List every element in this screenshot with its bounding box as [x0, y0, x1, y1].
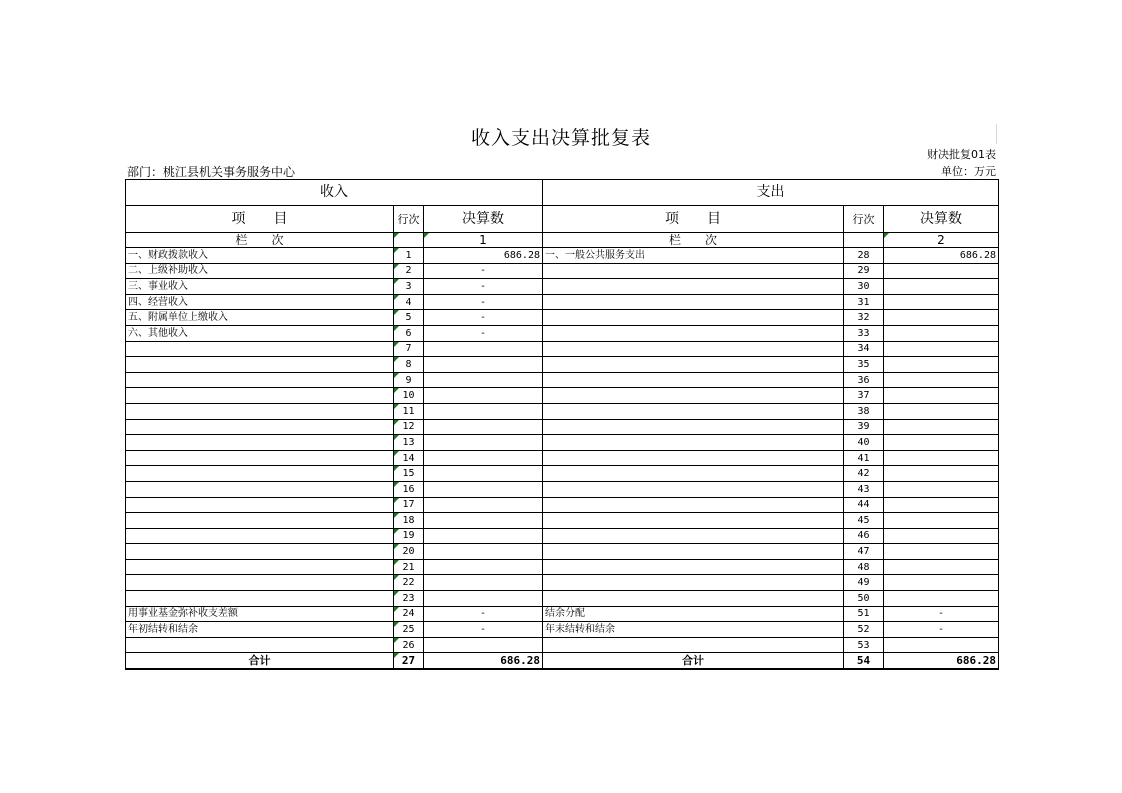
- expense-item-cell: [543, 591, 844, 607]
- income-section-header: 收入: [126, 180, 543, 206]
- table-row: [126, 419, 999, 435]
- expense-item-cell: 结余分配: [543, 606, 844, 622]
- expense-item-cell: [543, 528, 844, 544]
- expense-item-cell: [543, 419, 844, 435]
- income-item-cell: [126, 435, 394, 451]
- income-item-cell: [126, 637, 394, 653]
- income-total-row-number: 27: [394, 653, 424, 669]
- income-amount-cell: -: [424, 263, 543, 279]
- expense-column-number: 2: [884, 233, 999, 248]
- expense-total-label: 合计: [543, 653, 844, 669]
- expense-item-cell: [543, 559, 844, 575]
- cell-divider-mark: [996, 124, 997, 144]
- income-item-cell: 二、上级补助收入: [126, 263, 394, 279]
- expense-row-number: 51: [844, 606, 884, 622]
- income-item-cell: [126, 528, 394, 544]
- expense-row-number: 31: [844, 294, 884, 310]
- expense-item-cell: [543, 388, 844, 404]
- income-total-amount: 686.28: [424, 653, 543, 669]
- table-row: [126, 279, 999, 295]
- income-row-number: 6: [394, 325, 424, 341]
- income-row-number: 17: [394, 497, 424, 513]
- table-row: [126, 263, 999, 279]
- table-row: [126, 325, 999, 341]
- expense-row-number: 38: [844, 403, 884, 419]
- expense-item-cell: [543, 481, 844, 497]
- expense-section-header: 支出: [543, 180, 999, 206]
- expense-item-cell: [543, 294, 844, 310]
- expense-column-blank: [844, 233, 884, 248]
- table-row: [126, 248, 999, 264]
- income-column-number: 1: [424, 233, 543, 248]
- income-row-number: 2: [394, 263, 424, 279]
- expense-row-number: 39: [844, 419, 884, 435]
- expense-item-cell: [543, 513, 844, 529]
- income-amount-cell: [424, 403, 543, 419]
- expense-row-number: 44: [844, 497, 884, 513]
- table-row: [126, 637, 999, 653]
- income-item-cell: [126, 591, 394, 607]
- income-row-number: 19: [394, 528, 424, 544]
- income-item-cell: [126, 341, 394, 357]
- income-row-number: 11: [394, 403, 424, 419]
- income-row-number: 25: [394, 622, 424, 638]
- table-row: [126, 388, 999, 404]
- expense-item-cell: 年末结转和结余: [543, 622, 844, 638]
- income-amount-cell: [424, 575, 543, 591]
- income-amount-cell: [424, 481, 543, 497]
- table-row: [126, 310, 999, 326]
- income-item-cell: [126, 481, 394, 497]
- income-amount-cell: [424, 513, 543, 529]
- unit-label: 单位：万元: [941, 165, 996, 178]
- expense-row-number: 45: [844, 513, 884, 529]
- income-amount-cell: [424, 591, 543, 607]
- expense-row-number: 49: [844, 575, 884, 591]
- income-row-number: 7: [394, 341, 424, 357]
- income-row-number: 8: [394, 357, 424, 373]
- income-amount-cell: [424, 559, 543, 575]
- income-amount-cell: [424, 544, 543, 560]
- expense-amount-cell: [884, 419, 999, 435]
- expense-amount-cell: [884, 466, 999, 482]
- expense-item-cell: [543, 435, 844, 451]
- expense-total-row-number: 54: [844, 653, 884, 669]
- income-row-number: 10: [394, 388, 424, 404]
- expense-item-cell: [543, 450, 844, 466]
- income-amount-cell: -: [424, 310, 543, 326]
- expense-item-header: 项 目: [543, 206, 844, 233]
- income-amount-cell: -: [424, 294, 543, 310]
- income-item-cell: [126, 544, 394, 560]
- table-row: [126, 622, 999, 638]
- expense-row-number: 30: [844, 279, 884, 295]
- income-amount-cell: [424, 497, 543, 513]
- expense-row-number: 46: [844, 528, 884, 544]
- expense-item-cell: [543, 263, 844, 279]
- income-row-number: 22: [394, 575, 424, 591]
- expense-row-number: 42: [844, 466, 884, 482]
- expense-amount-cell: [884, 481, 999, 497]
- form-number: 财决批复01表: [927, 148, 996, 161]
- table-row: [126, 341, 999, 357]
- table-row: [126, 497, 999, 513]
- expense-item-cell: [543, 466, 844, 482]
- expense-row-number: 43: [844, 481, 884, 497]
- expense-amount-cell: [884, 637, 999, 653]
- table-row: [126, 372, 999, 388]
- expense-row-number: 34: [844, 341, 884, 357]
- table-row: [126, 575, 999, 591]
- expense-amount-cell: [884, 310, 999, 326]
- expense-row-number: 47: [844, 544, 884, 560]
- income-item-cell: [126, 388, 394, 404]
- section-header-row: [126, 180, 999, 206]
- total-row: [126, 653, 999, 669]
- income-row-no-header: 行次: [394, 206, 424, 233]
- expense-row-number: 40: [844, 435, 884, 451]
- expense-row-number: 50: [844, 591, 884, 607]
- income-row-number: 18: [394, 513, 424, 529]
- income-row-number: 23: [394, 591, 424, 607]
- expense-amount-cell: [884, 591, 999, 607]
- expense-row-number: 36: [844, 372, 884, 388]
- expense-item-cell: [543, 372, 844, 388]
- income-amount-cell: [424, 450, 543, 466]
- expense-item-cell: [543, 341, 844, 357]
- column-header-row: [126, 206, 999, 233]
- income-amount-cell: [424, 388, 543, 404]
- expense-item-cell: [543, 325, 844, 341]
- expense-amount-cell: [884, 357, 999, 373]
- table-row: [126, 403, 999, 419]
- expense-row-number: 41: [844, 450, 884, 466]
- income-item-cell: [126, 497, 394, 513]
- expense-amount-cell: [884, 497, 999, 513]
- expense-amount-cell: [884, 513, 999, 529]
- income-item-cell: 一、财政拨款收入: [126, 248, 394, 264]
- expense-amount-cell: [884, 325, 999, 341]
- income-row-number: 20: [394, 544, 424, 560]
- expense-amount-cell: [884, 294, 999, 310]
- expense-item-cell: [543, 279, 844, 295]
- expense-amount-cell: -: [884, 606, 999, 622]
- income-amount-cell: -: [424, 606, 543, 622]
- expense-amount-cell: [884, 450, 999, 466]
- income-item-cell: [126, 466, 394, 482]
- expense-item-cell: 一、一般公共服务支出: [543, 248, 844, 264]
- expense-item-cell: [543, 575, 844, 591]
- expense-row-number: 28: [844, 248, 884, 264]
- expense-row-no-header: 行次: [844, 206, 884, 233]
- income-amount-cell: 686.28: [424, 248, 543, 264]
- income-item-cell: [126, 559, 394, 575]
- income-item-cell: [126, 513, 394, 529]
- table-row: [126, 606, 999, 622]
- expense-amount-header: 决算数: [884, 206, 999, 233]
- income-amount-cell: [424, 637, 543, 653]
- income-row-number: 13: [394, 435, 424, 451]
- income-total-label: 合计: [126, 653, 394, 669]
- income-item-cell: 四、经营收入: [126, 294, 394, 310]
- expense-amount-cell: [884, 544, 999, 560]
- income-amount-cell: [424, 357, 543, 373]
- income-amount-cell: [424, 466, 543, 482]
- table-row: [126, 513, 999, 529]
- income-amount-cell: -: [424, 279, 543, 295]
- table-row: [126, 591, 999, 607]
- expense-amount-cell: [884, 388, 999, 404]
- income-item-cell: [126, 419, 394, 435]
- income-amount-cell: -: [424, 622, 543, 638]
- income-amount-cell: [424, 435, 543, 451]
- income-row-number: 24: [394, 606, 424, 622]
- table-row: [126, 466, 999, 482]
- expense-amount-cell: -: [884, 622, 999, 638]
- expense-amount-cell: [884, 403, 999, 419]
- expense-row-number: 32: [844, 310, 884, 326]
- expense-row-number: 52: [844, 622, 884, 638]
- income-row-number: 14: [394, 450, 424, 466]
- expense-total-amount: 686.28: [884, 653, 999, 669]
- income-item-cell: 年初结转和结余: [126, 622, 394, 638]
- expense-item-cell: [543, 403, 844, 419]
- income-amount-cell: -: [424, 325, 543, 341]
- table-row: [126, 544, 999, 560]
- income-row-number: 3: [394, 279, 424, 295]
- expense-amount-cell: [884, 263, 999, 279]
- expense-item-cell: [543, 357, 844, 373]
- income-item-cell: [126, 450, 394, 466]
- expense-amount-cell: 686.28: [884, 248, 999, 264]
- income-item-cell: 六、其他收入: [126, 325, 394, 341]
- income-item-cell: [126, 372, 394, 388]
- table-row: [126, 559, 999, 575]
- expense-amount-cell: [884, 575, 999, 591]
- expense-row-number: 29: [844, 263, 884, 279]
- expense-row-number: 48: [844, 559, 884, 575]
- income-item-cell: 三、事业收入: [126, 279, 394, 295]
- income-row-number: 4: [394, 294, 424, 310]
- expense-row-number: 33: [844, 325, 884, 341]
- expense-row-number: 35: [844, 357, 884, 373]
- income-item-cell: 五、附属单位上缴收入: [126, 310, 394, 326]
- income-item-cell: [126, 357, 394, 373]
- expense-item-cell: [543, 497, 844, 513]
- table-row: [126, 481, 999, 497]
- income-row-number: 12: [394, 419, 424, 435]
- expense-item-cell: [543, 637, 844, 653]
- income-item-cell: [126, 403, 394, 419]
- income-column-label: 栏 次: [126, 233, 394, 248]
- expense-amount-cell: [884, 559, 999, 575]
- table-row: [126, 528, 999, 544]
- income-column-blank: [394, 233, 424, 248]
- expense-item-cell: [543, 310, 844, 326]
- income-row-number: 5: [394, 310, 424, 326]
- expense-item-cell: [543, 544, 844, 560]
- income-row-number: 15: [394, 466, 424, 482]
- income-amount-cell: [424, 419, 543, 435]
- income-row-number: 26: [394, 637, 424, 653]
- income-row-number: 21: [394, 559, 424, 575]
- table-row: [126, 450, 999, 466]
- expense-amount-cell: [884, 279, 999, 295]
- expense-amount-cell: [884, 372, 999, 388]
- income-row-number: 1: [394, 248, 424, 264]
- expense-amount-cell: [884, 528, 999, 544]
- budget-approval-table: [125, 179, 999, 670]
- expense-amount-cell: [884, 341, 999, 357]
- expense-amount-cell: [884, 435, 999, 451]
- income-item-cell: 用事业基金弥补收支差额: [126, 606, 394, 622]
- table-row: [126, 357, 999, 373]
- expense-row-number: 37: [844, 388, 884, 404]
- income-amount-cell: [424, 528, 543, 544]
- table-row: [126, 294, 999, 310]
- income-row-number: 16: [394, 481, 424, 497]
- income-row-number: 9: [394, 372, 424, 388]
- income-amount-cell: [424, 372, 543, 388]
- income-item-cell: [126, 575, 394, 591]
- column-index-row: [126, 233, 999, 248]
- expense-column-label: 栏 次: [543, 233, 844, 248]
- department-label: 部门：桃江县机关事务服务中心: [127, 165, 296, 179]
- income-amount-cell: [424, 341, 543, 357]
- expense-row-number: 53: [844, 637, 884, 653]
- table-row: [126, 435, 999, 451]
- income-item-header: 项 目: [126, 206, 394, 233]
- income-amount-header: 决算数: [424, 206, 543, 233]
- report-title: 收入支出决算批复表: [470, 127, 651, 149]
